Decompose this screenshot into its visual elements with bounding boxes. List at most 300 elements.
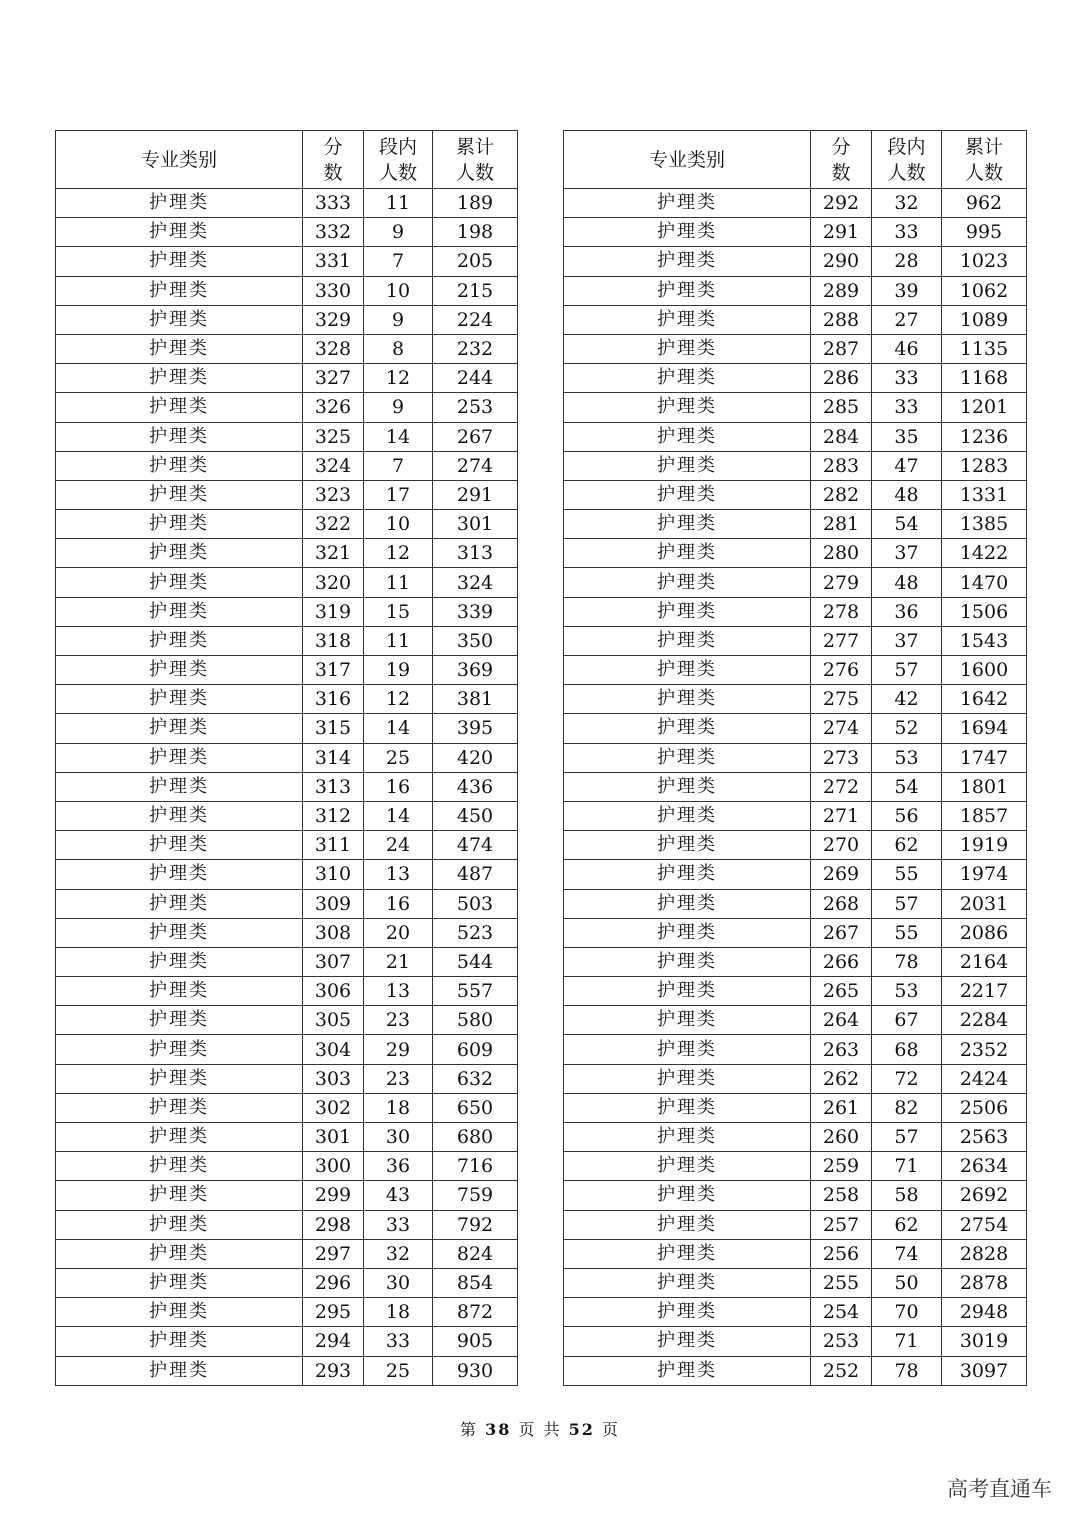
- cell-category: 护理类: [564, 626, 811, 655]
- cell-in-band: 17: [364, 480, 433, 509]
- cell-score: 267: [811, 918, 872, 947]
- cell-in-band: 19: [364, 656, 433, 685]
- cell-cumulative: 1201: [942, 393, 1027, 422]
- cell-cumulative: 680: [433, 1123, 518, 1152]
- cell-category: 护理类: [564, 743, 811, 772]
- cell-category: 护理类: [564, 480, 811, 509]
- cell-in-band: 33: [364, 1210, 433, 1239]
- cell-category: 护理类: [56, 889, 303, 918]
- cell-cumulative: 1470: [942, 568, 1027, 597]
- cell-category: 护理类: [56, 334, 303, 363]
- table-row: [564, 305, 1027, 334]
- cell-category: 护理类: [564, 1356, 811, 1385]
- cell-in-band: 72: [872, 1064, 942, 1093]
- cell-score: 325: [303, 422, 364, 451]
- cell-category: 护理类: [56, 1152, 303, 1181]
- table-row: [56, 1035, 518, 1064]
- cell-cumulative: 1642: [942, 685, 1027, 714]
- table-row: [564, 334, 1027, 363]
- cell-score: 278: [811, 597, 872, 626]
- cell-score: 273: [811, 743, 872, 772]
- cell-score: 331: [303, 247, 364, 276]
- cell-in-band: 62: [872, 831, 942, 860]
- cell-category: 护理类: [56, 1123, 303, 1152]
- table-row: [56, 218, 518, 247]
- cell-category: 护理类: [56, 743, 303, 772]
- cell-in-band: 9: [364, 218, 433, 247]
- cell-cumulative: 224: [433, 305, 518, 334]
- table-row: [56, 860, 518, 889]
- table-row: [56, 1064, 518, 1093]
- cell-score: 271: [811, 801, 872, 830]
- cell-score: 304: [303, 1035, 364, 1064]
- cell-cumulative: 632: [433, 1064, 518, 1093]
- cell-cumulative: 759: [433, 1181, 518, 1210]
- cell-category: 护理类: [56, 480, 303, 509]
- cell-cumulative: 609: [433, 1035, 518, 1064]
- cell-cumulative: 436: [433, 772, 518, 801]
- cell-category: 护理类: [564, 539, 811, 568]
- cell-score: 323: [303, 480, 364, 509]
- cell-in-band: 57: [872, 889, 942, 918]
- cell-in-band: 67: [872, 1006, 942, 1035]
- cell-cumulative: 487: [433, 860, 518, 889]
- cell-category: 护理类: [56, 597, 303, 626]
- cell-cumulative: 369: [433, 656, 518, 685]
- cell-category: 护理类: [56, 247, 303, 276]
- cell-cumulative: 1062: [942, 276, 1027, 305]
- table-row: [56, 626, 518, 655]
- table-row: [564, 218, 1027, 247]
- cell-in-band: 47: [872, 451, 942, 480]
- cell-in-band: 12: [364, 685, 433, 714]
- cell-in-band: 46: [872, 334, 942, 363]
- cell-category: 护理类: [56, 218, 303, 247]
- cell-category: 护理类: [564, 422, 811, 451]
- cell-cumulative: 1422: [942, 539, 1027, 568]
- cell-cumulative: 1801: [942, 772, 1027, 801]
- brand-caption: 高考直通车: [947, 1477, 1052, 1501]
- cell-in-band: 56: [872, 801, 942, 830]
- cell-category: 护理类: [56, 860, 303, 889]
- cell-cumulative: 350: [433, 626, 518, 655]
- table-row: [564, 568, 1027, 597]
- cell-category: 护理类: [564, 305, 811, 334]
- cell-category: 护理类: [56, 451, 303, 480]
- table-row: [564, 801, 1027, 830]
- table-row: [56, 568, 518, 597]
- cell-in-band: 30: [364, 1123, 433, 1152]
- table-row: [564, 539, 1027, 568]
- cell-category: 护理类: [56, 918, 303, 947]
- table-row: [564, 1152, 1027, 1181]
- cell-score: 257: [811, 1210, 872, 1239]
- cell-score: 284: [811, 422, 872, 451]
- cell-cumulative: 420: [433, 743, 518, 772]
- cell-score: 301: [303, 1123, 364, 1152]
- cell-score: 263: [811, 1035, 872, 1064]
- cell-cumulative: 2828: [942, 1239, 1027, 1268]
- cell-in-band: 55: [872, 918, 942, 947]
- table-row: [56, 801, 518, 830]
- cell-cumulative: 339: [433, 597, 518, 626]
- cell-in-band: 70: [872, 1298, 942, 1327]
- table-row: [56, 1298, 518, 1327]
- cell-category: 护理类: [564, 1268, 811, 1297]
- table-row: [564, 1356, 1027, 1385]
- cell-score: 289: [811, 276, 872, 305]
- cell-score: 308: [303, 918, 364, 947]
- table-row: [56, 247, 518, 276]
- cell-cumulative: 232: [433, 334, 518, 363]
- cell-score: 305: [303, 1006, 364, 1035]
- cell-score: 274: [811, 714, 872, 743]
- table-row: [56, 1181, 518, 1210]
- cell-category: 护理类: [564, 831, 811, 860]
- cell-category: 护理类: [564, 1123, 811, 1152]
- cell-in-band: 74: [872, 1239, 942, 1268]
- cell-in-band: 9: [364, 393, 433, 422]
- cell-category: 护理类: [564, 977, 811, 1006]
- table-row: [564, 364, 1027, 393]
- cell-category: 护理类: [56, 276, 303, 305]
- cell-score: 276: [811, 656, 872, 685]
- cell-score: 332: [303, 218, 364, 247]
- header-in-band: 段内 人数: [364, 131, 433, 189]
- table-row: [56, 364, 518, 393]
- cell-category: 护理类: [564, 568, 811, 597]
- cell-category: 护理类: [56, 1239, 303, 1268]
- cell-category: 护理类: [564, 947, 811, 976]
- table-row: [564, 480, 1027, 509]
- cell-cumulative: 503: [433, 889, 518, 918]
- table-header-row: [56, 131, 518, 189]
- cell-category: 护理类: [564, 276, 811, 305]
- cell-category: 护理类: [564, 1298, 811, 1327]
- cell-score: 254: [811, 1298, 872, 1327]
- cell-in-band: 36: [364, 1152, 433, 1181]
- cell-category: 护理类: [56, 1268, 303, 1297]
- cell-category: 护理类: [56, 1356, 303, 1385]
- cell-in-band: 43: [364, 1181, 433, 1210]
- table-row: [564, 1210, 1027, 1239]
- cell-category: 护理类: [56, 947, 303, 976]
- cell-in-band: 14: [364, 422, 433, 451]
- cell-cumulative: 2692: [942, 1181, 1027, 1210]
- cell-category: 护理类: [564, 1064, 811, 1093]
- table-row: [56, 743, 518, 772]
- cell-cumulative: 2563: [942, 1123, 1027, 1152]
- table-row: [56, 685, 518, 714]
- cell-in-band: 11: [364, 189, 433, 218]
- cell-cumulative: 474: [433, 831, 518, 860]
- cell-score: 326: [303, 393, 364, 422]
- table-row: [56, 656, 518, 685]
- cell-category: 护理类: [564, 860, 811, 889]
- cell-cumulative: 650: [433, 1093, 518, 1122]
- cell-category: 护理类: [564, 656, 811, 685]
- cell-in-band: 53: [872, 743, 942, 772]
- cell-category: 护理类: [564, 1035, 811, 1064]
- cell-category: 护理类: [564, 714, 811, 743]
- table-body-right: [564, 189, 1027, 1386]
- cell-score: 328: [303, 334, 364, 363]
- table-row: [56, 451, 518, 480]
- cell-score: 281: [811, 510, 872, 539]
- table-row: [564, 947, 1027, 976]
- cell-in-band: 16: [364, 889, 433, 918]
- cell-score: 329: [303, 305, 364, 334]
- footer-prefix: 第: [459, 1420, 478, 1439]
- cell-category: 护理类: [564, 451, 811, 480]
- cell-score: 316: [303, 685, 364, 714]
- table-row: [56, 1093, 518, 1122]
- cell-in-band: 7: [364, 247, 433, 276]
- table-row: [564, 189, 1027, 218]
- cell-category: 护理类: [56, 1093, 303, 1122]
- cell-category: 护理类: [56, 714, 303, 743]
- cell-cumulative: 2217: [942, 977, 1027, 1006]
- cell-score: 299: [303, 1181, 364, 1210]
- cell-in-band: 10: [364, 276, 433, 305]
- cell-score: 280: [811, 539, 872, 568]
- cell-cumulative: 2754: [942, 1210, 1027, 1239]
- cell-score: 319: [303, 597, 364, 626]
- cell-in-band: 52: [872, 714, 942, 743]
- cell-score: 270: [811, 831, 872, 860]
- cell-in-band: 55: [872, 860, 942, 889]
- cell-category: 护理类: [564, 597, 811, 626]
- cell-in-band: 33: [872, 364, 942, 393]
- cell-category: 护理类: [564, 1327, 811, 1356]
- cell-cumulative: 1747: [942, 743, 1027, 772]
- cell-in-band: 8: [364, 334, 433, 363]
- cell-score: 291: [811, 218, 872, 247]
- cell-score: 303: [303, 1064, 364, 1093]
- cell-score: 322: [303, 510, 364, 539]
- cell-cumulative: 1135: [942, 334, 1027, 363]
- cell-score: 272: [811, 772, 872, 801]
- cell-in-band: 39: [872, 276, 942, 305]
- table-row: [564, 626, 1027, 655]
- cell-cumulative: 1694: [942, 714, 1027, 743]
- table-row: [564, 714, 1027, 743]
- cell-in-band: 71: [872, 1327, 942, 1356]
- footer-suffix: 页: [602, 1420, 621, 1439]
- cell-score: 314: [303, 743, 364, 772]
- cell-category: 护理类: [56, 1298, 303, 1327]
- table-row: [56, 1006, 518, 1035]
- cell-cumulative: 3097: [942, 1356, 1027, 1385]
- cell-in-band: 18: [364, 1093, 433, 1122]
- table-row: [56, 889, 518, 918]
- cell-category: 护理类: [564, 801, 811, 830]
- table-row: [56, 305, 518, 334]
- cell-category: 护理类: [56, 1327, 303, 1356]
- cell-in-band: 13: [364, 977, 433, 1006]
- cell-in-band: 21: [364, 947, 433, 976]
- cell-score: 282: [811, 480, 872, 509]
- cell-in-band: 48: [872, 480, 942, 509]
- cell-in-band: 33: [364, 1327, 433, 1356]
- cell-score: 262: [811, 1064, 872, 1093]
- cell-in-band: 58: [872, 1181, 942, 1210]
- cell-score: 292: [811, 189, 872, 218]
- cell-category: 护理类: [56, 364, 303, 393]
- cell-cumulative: 274: [433, 451, 518, 480]
- cell-score: 288: [811, 305, 872, 334]
- table-row: [56, 422, 518, 451]
- cell-score: 306: [303, 977, 364, 1006]
- cell-score: 285: [811, 393, 872, 422]
- cell-in-band: 27: [872, 305, 942, 334]
- table-row: [56, 480, 518, 509]
- cell-cumulative: 2948: [942, 1298, 1027, 1327]
- cell-cumulative: 2031: [942, 889, 1027, 918]
- cell-score: 261: [811, 1093, 872, 1122]
- cell-in-band: 37: [872, 626, 942, 655]
- cell-in-band: 78: [872, 947, 942, 976]
- cell-cumulative: 2878: [942, 1268, 1027, 1297]
- cell-score: 302: [303, 1093, 364, 1122]
- score-table-right: [563, 130, 1027, 1386]
- header-score: 分 数: [303, 131, 364, 189]
- cell-in-band: 12: [364, 364, 433, 393]
- cell-cumulative: 1283: [942, 451, 1027, 480]
- cell-category: 护理类: [56, 831, 303, 860]
- table-row: [564, 1123, 1027, 1152]
- cell-in-band: 57: [872, 656, 942, 685]
- table-row: [564, 831, 1027, 860]
- cell-score: 253: [811, 1327, 872, 1356]
- table-row: [56, 977, 518, 1006]
- table-row: [56, 510, 518, 539]
- table-row: [56, 334, 518, 363]
- cell-in-band: 68: [872, 1035, 942, 1064]
- cell-category: 护理类: [56, 568, 303, 597]
- cell-in-band: 24: [364, 831, 433, 860]
- cell-in-band: 32: [364, 1239, 433, 1268]
- cell-cumulative: 824: [433, 1239, 518, 1268]
- cell-category: 护理类: [564, 1181, 811, 1210]
- cell-category: 护理类: [56, 685, 303, 714]
- table-row: [564, 656, 1027, 685]
- cell-score: 307: [303, 947, 364, 976]
- cell-score: 268: [811, 889, 872, 918]
- cell-in-band: 23: [364, 1064, 433, 1093]
- cell-in-band: 14: [364, 714, 433, 743]
- cell-score: 286: [811, 364, 872, 393]
- cell-score: 283: [811, 451, 872, 480]
- cell-in-band: 35: [872, 422, 942, 451]
- cell-score: 298: [303, 1210, 364, 1239]
- cell-in-band: 9: [364, 305, 433, 334]
- cell-category: 护理类: [564, 1093, 811, 1122]
- cell-category: 护理类: [564, 918, 811, 947]
- cell-in-band: 16: [364, 772, 433, 801]
- cell-cumulative: 1600: [942, 656, 1027, 685]
- table-row: [564, 1093, 1027, 1122]
- table-row: [56, 597, 518, 626]
- cell-in-band: 29: [364, 1035, 433, 1064]
- cell-in-band: 25: [364, 1356, 433, 1385]
- cell-category: 护理类: [564, 1239, 811, 1268]
- cell-in-band: 7: [364, 451, 433, 480]
- cell-cumulative: 1974: [942, 860, 1027, 889]
- cell-category: 护理类: [56, 626, 303, 655]
- cell-cumulative: 1506: [942, 597, 1027, 626]
- cell-cumulative: 962: [942, 189, 1027, 218]
- table-row: [56, 393, 518, 422]
- cell-in-band: 82: [872, 1093, 942, 1122]
- cell-category: 护理类: [56, 1210, 303, 1239]
- cell-score: 296: [303, 1268, 364, 1297]
- cell-category: 护理类: [56, 393, 303, 422]
- cell-in-band: 15: [364, 597, 433, 626]
- cell-category: 护理类: [56, 1064, 303, 1093]
- cell-in-band: 32: [872, 189, 942, 218]
- cell-score: 309: [303, 889, 364, 918]
- cell-category: 护理类: [564, 772, 811, 801]
- cell-category: 护理类: [564, 393, 811, 422]
- cell-category: 护理类: [56, 1181, 303, 1210]
- cell-in-band: 57: [872, 1123, 942, 1152]
- cell-score: 310: [303, 860, 364, 889]
- cell-category: 护理类: [564, 889, 811, 918]
- table-row: [564, 422, 1027, 451]
- table-row: [564, 1268, 1027, 1297]
- cell-score: 320: [303, 568, 364, 597]
- cell-score: 256: [811, 1239, 872, 1268]
- table-row: [564, 1298, 1027, 1327]
- cell-category: 护理类: [56, 539, 303, 568]
- cell-in-band: 36: [872, 597, 942, 626]
- cell-score: 330: [303, 276, 364, 305]
- cell-in-band: 12: [364, 539, 433, 568]
- cell-score: 324: [303, 451, 364, 480]
- footer-total-pages: 52: [568, 1420, 595, 1439]
- cell-cumulative: 2424: [942, 1064, 1027, 1093]
- cell-cumulative: 395: [433, 714, 518, 743]
- cell-score: 275: [811, 685, 872, 714]
- cell-cumulative: 2634: [942, 1152, 1027, 1181]
- cell-in-band: 18: [364, 1298, 433, 1327]
- table-row: [564, 597, 1027, 626]
- cell-in-band: 20: [364, 918, 433, 947]
- cell-cumulative: 2086: [942, 918, 1027, 947]
- table-row: [564, 1181, 1027, 1210]
- cell-category: 护理类: [564, 334, 811, 363]
- cell-in-band: 30: [364, 1268, 433, 1297]
- table-row: [56, 189, 518, 218]
- table-row: [56, 539, 518, 568]
- cell-category: 护理类: [56, 1006, 303, 1035]
- cell-cumulative: 1331: [942, 480, 1027, 509]
- cell-cumulative: 1168: [942, 364, 1027, 393]
- cell-in-band: 78: [872, 1356, 942, 1385]
- cell-cumulative: 267: [433, 422, 518, 451]
- header-score: 分 数: [811, 131, 872, 189]
- table-row: [56, 1268, 518, 1297]
- cell-cumulative: 1543: [942, 626, 1027, 655]
- cell-score: 327: [303, 364, 364, 393]
- table-row: [56, 1123, 518, 1152]
- table-body-left: [56, 189, 518, 1386]
- cell-cumulative: 2284: [942, 1006, 1027, 1035]
- table-row: [56, 714, 518, 743]
- cell-cumulative: 995: [942, 218, 1027, 247]
- table-row: [564, 772, 1027, 801]
